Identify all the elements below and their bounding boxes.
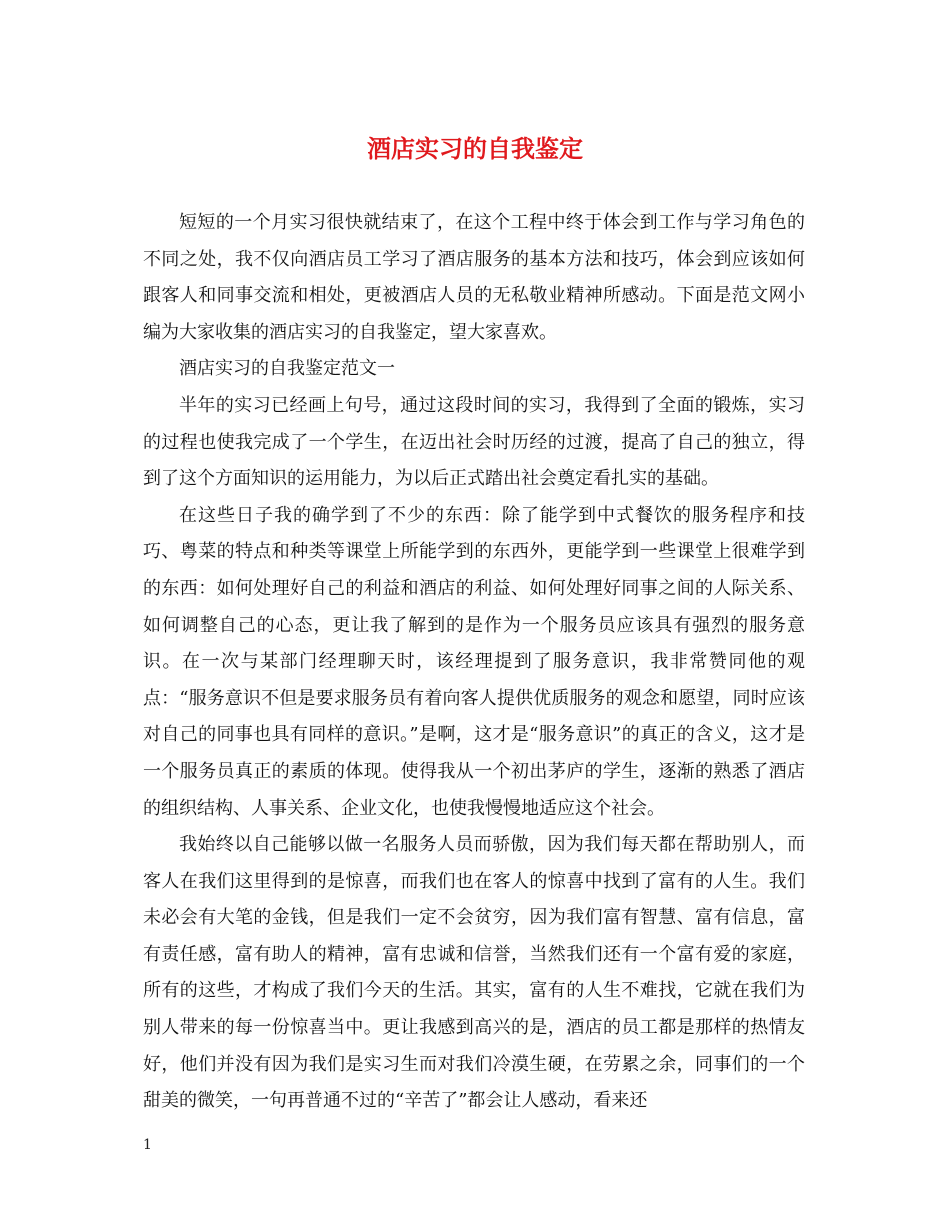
page-number: 1 [143,1137,152,1153]
paragraph: 我始终以自己能够以做一名服务人员而骄傲，因为我们每天都在帮助别人，而客人在我们这里得到的是惊喜，而我们也在客人的惊喜中找到了富有的人生。我们未必会有大笔的金钱，但是我们一定不会贫穷，因为我们富有智慧、富有信息，富有责任感，富有助人的精神，富有忠诚和信誉，当然我们还有一个富有爱的家庭，所有的这些，才构成了我们今天的生活。其实，富有的人生不难找，它就在我们为别人带来的每一份惊喜当中。更让我感到高兴的是，酒店的员工都是那样的热情友好，他们并没有因为我们是实习生而对我们冷漠生硬，在劳累之余，同事们的一个甜美的微笑，一句再普通不过的“辛苦了”都会让人感动，看来还 [143,834,805,1112]
paragraph: 半年的实习已经画上句号，通过这段时间的实习，我得到了全面的锻炼，实习的过程也使我完成了一个学生，在迈出社会时历经的过渡，提高了自己的独立，得到了这个方面知识的运用能力，为以后正式踏出社会奠定看扎实的基础。 [143,394,805,490]
document-body [143,205,805,1120]
paragraph-intro: 短短的一个月实习很快就结束了，在这个工程中终于体会到工作与学习角色的不同之处，我不仅向酒店员工学习了酒店服务的基本方法和技巧，体会到应该如何跟客人和同事交流和相处，更被酒店人员的无私敬业精神所感动。下面是范文网小编为大家收集的酒店实习的自我鉴定，望大家喜欢。 [143,212,805,343]
section-heading: 酒店实习的自我鉴定范文一 [179,358,395,380]
document-title: 酒店实习的自我鉴定 [367,134,583,163]
paragraph: 在这些日子我的确学到了不少的东西：除了能学到中式餐饮的服务程序和技巧、粤菜的特点和种类等课堂上所能学到的东西外，更能学到一些课堂上很难学到的东西：如何处理好自己的利益和酒店的利益、如何处理好同事之间的人际关系、如何调整自己的心态，更让我了解到的是作为一个服务员应该具有强烈的服务意识。在一次与某部门经理聊天时，该经理提到了服务意识，我非常赞同他的观点：“服务意识不但是要求服务员有着向客人提供优质服务的观念和愿望，同时应该对自己的同事也具有同样的意识。”是啊，这才是“服务意识”的真正的含义，这才是一个服务员真正的素质的体现。使得我从一个初出茅庐的学生，逐渐的熟悉了酒店的组织结构、人事关系、企业文化，也使我慢慢地适应这个社会。 [143,504,805,819]
